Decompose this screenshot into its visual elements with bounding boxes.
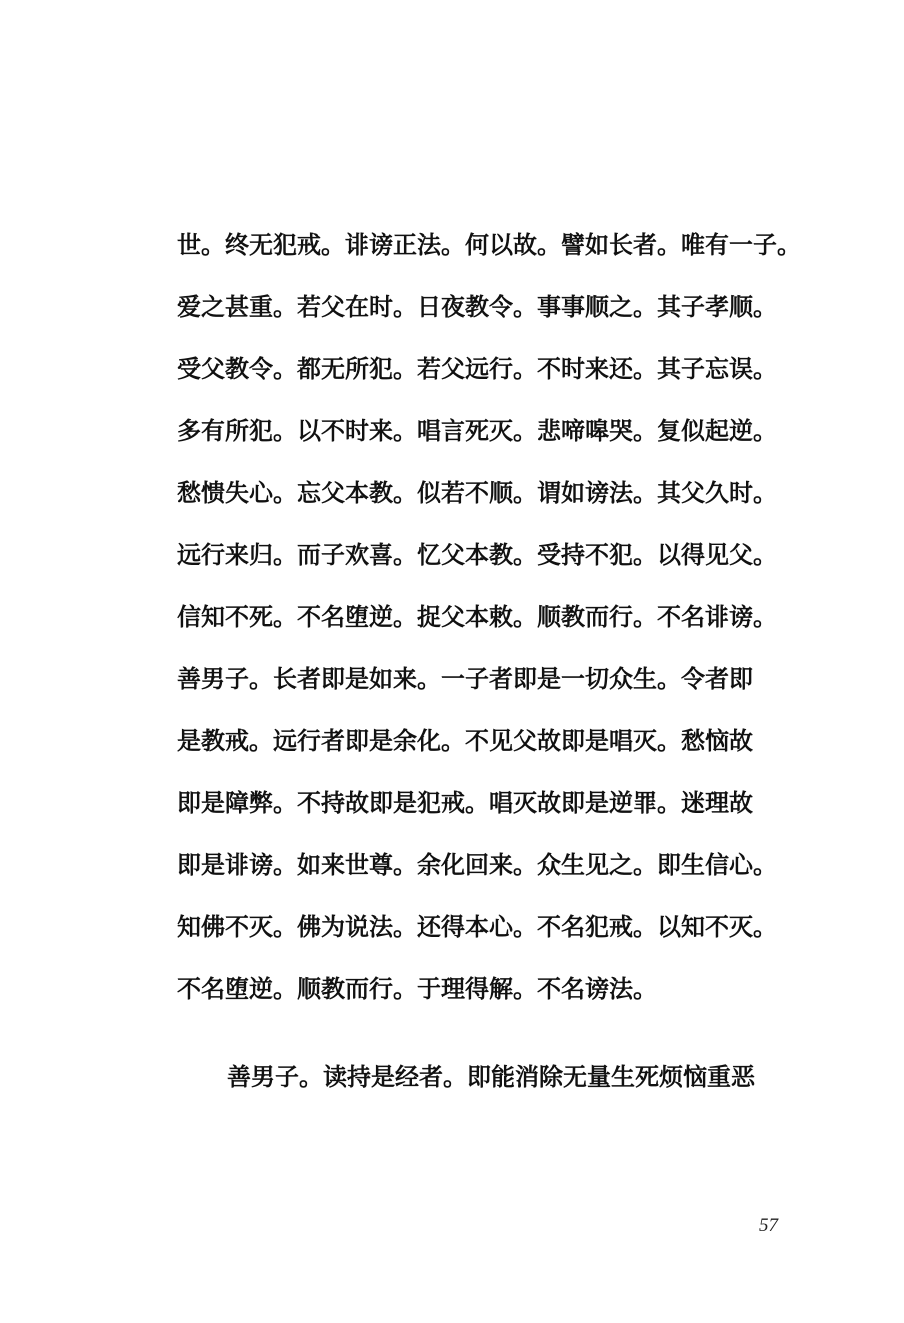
- text-line: 爱之甚重。若父在时。日夜教令。事事顺之。其子孝顺。: [177, 292, 777, 321]
- paragraph-spacer: [177, 1028, 787, 1054]
- body-text: [177, 222, 801, 1116]
- paragraph-1: [177, 222, 801, 1028]
- text-line: 多有所犯。以不时来。唱言死灭。悲啼嗥哭。复似起逆。: [177, 416, 777, 445]
- text-line: 信知不死。不名堕逆。捉父本敕。顺教而行。不名诽谤。: [177, 602, 777, 631]
- text-line: 不名堕逆。顺教而行。于理得解。不名谤法。: [177, 974, 657, 1003]
- text-line: 善男子。长者即是如来。一子者即是一切众生。令者即: [177, 664, 753, 693]
- text-line: 善男子。读持是经者。即能消除无量生死烦恼重恶: [227, 1062, 755, 1091]
- paragraph-2: [177, 1054, 787, 1116]
- text-line: 即是障弊。不持故即是犯戒。唱灭故即是逆罪。迷理故: [177, 788, 753, 817]
- page-number: 57: [759, 1215, 778, 1236]
- text-line: 知佛不灭。佛为说法。还得本心。不名犯戒。以知不灭。: [177, 912, 777, 941]
- text-line: 世。终无犯戒。诽谤正法。何以故。譬如长者。唯有一子。: [177, 230, 801, 259]
- text-line: 远行来归。而子欢喜。忆父本教。受持不犯。以得见父。: [177, 540, 777, 569]
- text-line: 即是诽谤。如来世尊。余化回来。众生见之。即生信心。: [177, 850, 777, 879]
- text-line: 受父教令。都无所犯。若父远行。不时来还。其子忘误。: [177, 354, 777, 383]
- text-line: 是教戒。远行者即是余化。不见父故即是唱灭。愁恼故: [177, 726, 753, 755]
- text-line: 愁愦失心。忘父本教。似若不顺。谓如谤法。其父久时。: [177, 478, 777, 507]
